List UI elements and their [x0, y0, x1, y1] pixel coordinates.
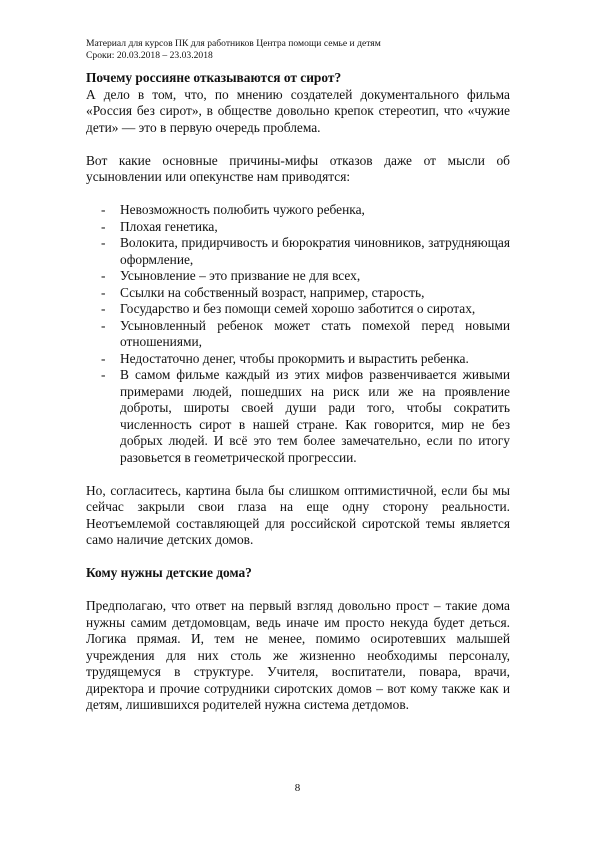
list-item: [86, 219, 510, 236]
list-item-text: Усыновленный ребенок может стать помехой перед новыми отношениями,: [120, 317, 510, 349]
paragraph-myths-intro: Вот какие основные причины-мифы отказов даже от мысли об усыновлении или опекунстве нам приводятся:: [86, 152, 510, 184]
list-item: [86, 367, 510, 466]
bullet-dash: -: [101, 350, 106, 366]
paragraph-answer: Предполагаю, что ответ на первый взгляд довольно прост – такие дома нужны самим детдомовцам, ведь иначе им просто некуда будет деться. Логика прямая. И, тем не менее, помимо осиротевших малышей учреждения для них столь же жизненно необходимы персоналу, трудящемуся в структуре. Учителя, воспитатели, повара, врачи, директора и прочие сотрудники сиротских домов – вот кому также как и детям, лишившихся родителей нужна система детдомов.: [86, 598, 510, 712]
section-heading-who-needs: Кому нужны детские дома?: [86, 565, 252, 580]
list-item-text: Невозможность полюбить чужого ребенка,: [120, 202, 365, 217]
page-number: 8: [294, 782, 301, 794]
paragraph-other-side: Но, согласитесь, картина была бы слишком оптимистичной, если бы мы сейчас закрыли свои глаза на еще одну сторону реальности. Неотъемлемой составляющей для российской сиротской темы является само наличие детских домов.: [86, 482, 510, 547]
list-item: [86, 351, 510, 368]
section-heading-why-refuse: Почему россияне отказываются от сирот?: [86, 70, 342, 85]
bullet-dash: -: [101, 284, 106, 300]
bullet-dash: -: [101, 317, 106, 333]
bullet-dash: -: [101, 235, 106, 250]
header-course-title: Материал для курсов ПК для работников Центра помощи семье и детям: [86, 38, 381, 49]
spacer: [86, 549, 510, 566]
page-header: [86, 38, 526, 61]
myths-list: [86, 202, 510, 466]
list-item: [86, 318, 510, 351]
bullet-dash: -: [101, 202, 106, 217]
spacer: [86, 466, 510, 483]
spacer: [86, 136, 510, 153]
bullet-dash: -: [101, 218, 106, 234]
list-item: [86, 202, 510, 219]
spacer: [86, 582, 510, 599]
list-item-text: Усыновление – это призвание не для всех,: [120, 268, 361, 283]
bullet-dash: -: [101, 268, 106, 283]
list-item: [86, 301, 510, 318]
spacer: [86, 186, 510, 203]
bullet-dash: -: [101, 367, 106, 382]
list-item-text: Государство и без помощи семей хорошо заботится о сиротах,: [120, 301, 476, 316]
list-item-text: Ссылки на собственный возраст, например, старость,: [120, 284, 425, 300]
list-item: [86, 235, 510, 268]
header-dates: Сроки: 20.03.2018 – 23.03.2018: [86, 49, 213, 61]
main-content: [86, 70, 510, 714]
list-item-text: В самом фильме каждый из этих мифов развенчивается живыми примерами людей, пошедших на риск или же на проявление доброты, широты своей души ради того, чтобы сократить численность сирот в нашей стране. Как говорится, мир не без добрых людей. И всё это тем более замечательно, если по итогу разовьется в геометрической прогрессии.: [120, 367, 510, 465]
list-item: [86, 268, 510, 285]
list-item-text: Плохая генетика,: [120, 218, 218, 234]
bullet-dash: -: [101, 301, 106, 316]
list-item-text: Волокита, придирчивость и бюрократия чиновников, затрудняющая оформление,: [120, 235, 510, 267]
list-item: [86, 285, 510, 302]
list-item-text: Недостаточно денег, чтобы прокормить и вырастить ребенка.: [120, 350, 469, 366]
paragraph-intro: А дело в том, что, по мнению создателей документального фильма «Россия без сирот», в обществе довольно крепок стереотип, что «чужие дети» — это в первую очередь проблема.: [86, 86, 510, 135]
